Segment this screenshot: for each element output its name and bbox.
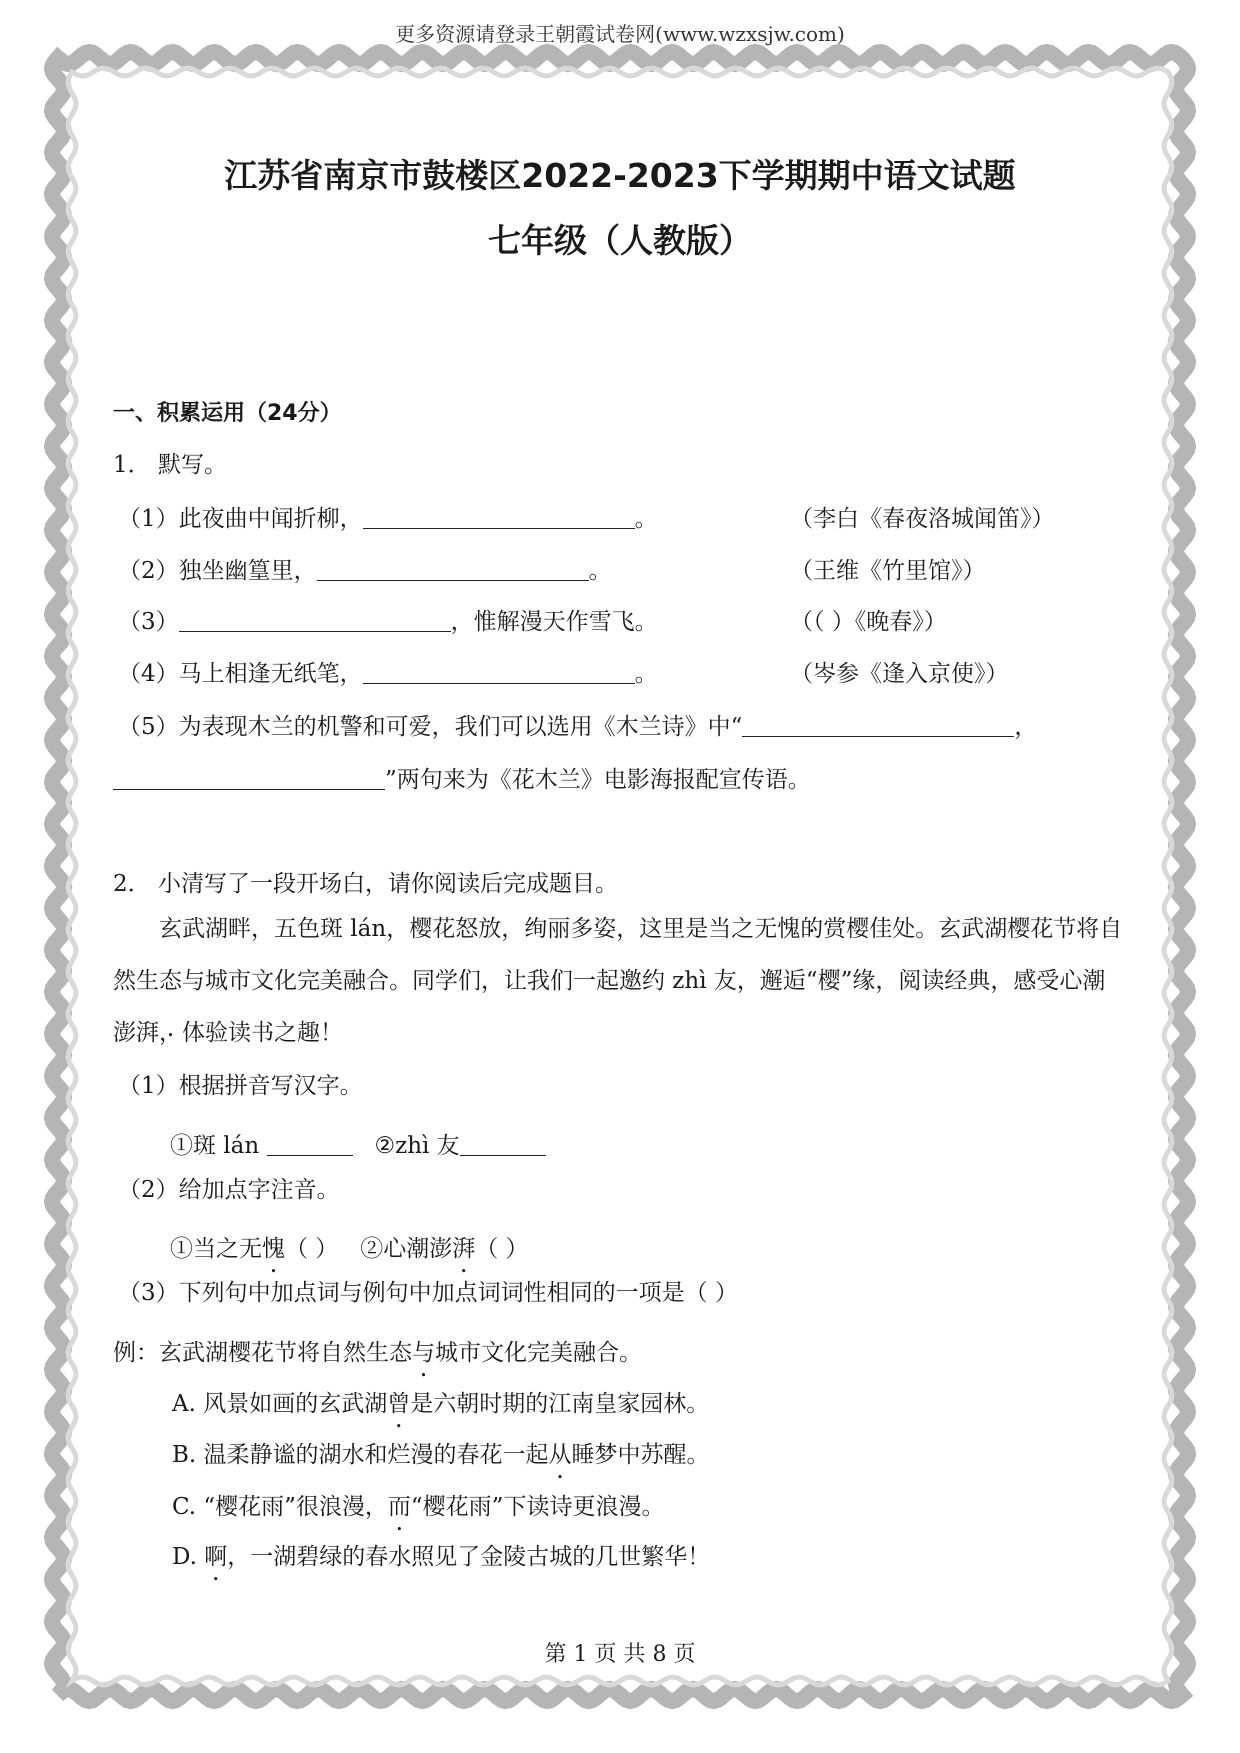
- header-note: 更多资源请登录王朝霞试卷网(www.wzxsjw.com): [395, 22, 845, 46]
- q2-sub2: （2）给加点字注音。: [118, 1177, 340, 1203]
- answer-blank[interactable]: [460, 1133, 546, 1156]
- q2-stem: 2． 小清写了一段开场白，请你阅读后完成题目。: [113, 871, 618, 897]
- q1-item-end: 。: [634, 506, 658, 532]
- pinyin-item: ②zhì 友: [374, 1133, 460, 1159]
- page-footer: 第 1 页 共 8 页: [544, 1642, 696, 1667]
- phonetic-blank[interactable]: （ ）: [475, 1236, 529, 1262]
- dotted-char: 湃: [452, 1236, 476, 1262]
- section-heading: 一、积累运用（24分）: [113, 401, 342, 426]
- answer-blank[interactable]: [179, 609, 451, 632]
- pinyin-item: ①斑 lán: [170, 1133, 260, 1159]
- option-text: 睡梦中苏醒。: [571, 1442, 710, 1468]
- q1-stem: 1． 默写。: [113, 452, 227, 478]
- example-text: 例：玄武湖樱花节将自然生态: [113, 1340, 412, 1366]
- dotted-char: 愧: [262, 1236, 285, 1262]
- q2-sub2-items: [170, 1230, 529, 1263]
- option-d[interactable]: [172, 1538, 710, 1571]
- option-text: B. 温柔静谧的湖水和烂漫的春花一起: [172, 1442, 549, 1468]
- q1-item5-text: （5）为表现木兰的机警和可爱，我们可以选用《木兰诗》中“: [118, 714, 743, 740]
- q1-item-source: （岑参《逢入京使》）: [790, 661, 1009, 687]
- q1-item: [118, 655, 658, 688]
- q1-item-source: （（ ）《晚春》）: [790, 609, 947, 635]
- q1-item-end: ，惟解漫天作雪飞。: [450, 609, 658, 635]
- dotted-char: 湃 •: [136, 1020, 159, 1046]
- passage-text: 的赏樱佳处。玄武湖樱花节将自然生态与城市文化完美融合。同学们，让我们一起邀约 zhì 友，邂逅“樱”缘，阅读经典，感受心潮澎: [113, 916, 1123, 1046]
- q1-item-label: （4）马上相逢无纸笔，: [118, 661, 363, 687]
- q1-item-label: （2）独坐幽篁里，: [118, 558, 317, 584]
- option-c[interactable]: [172, 1488, 664, 1521]
- option-b[interactable]: [172, 1436, 710, 1469]
- q1-item: [118, 500, 658, 533]
- phonetic-item: ①当之无: [170, 1236, 262, 1262]
- q1-item-label: （1）此夜曲中闻折柳，: [118, 506, 363, 532]
- passage-text: 玄武湖畔，五色斑 lán，樱花怒放，绚丽多姿，这里是当之无: [159, 916, 778, 942]
- option-text: ，一湖碧绿的春水照见了金陵古城的几世繁华！: [227, 1544, 711, 1570]
- q1-item: [118, 552, 612, 585]
- dotted-char: 与: [412, 1340, 435, 1366]
- dotted-char: 啊: [204, 1544, 228, 1570]
- answer-blank[interactable]: [742, 714, 1014, 737]
- dotted-char: 从: [548, 1442, 572, 1468]
- q1-item5-comma: ，: [1014, 714, 1038, 740]
- option-text: 是六朝时期的江南皇家园林。: [410, 1391, 710, 1417]
- answer-blank[interactable]: [363, 506, 635, 529]
- q1-item5: [118, 708, 1037, 741]
- answer-blank[interactable]: [113, 767, 385, 790]
- q1-item-label: （3）: [118, 609, 179, 635]
- dotted-char: 曾: [387, 1391, 411, 1417]
- passage-text: ，体验读书之趣！: [159, 1020, 343, 1046]
- page-title: 江苏省南京市鼓楼区2022-2023下学期期中语文试题: [224, 156, 1016, 195]
- q1-item-end: 。: [588, 558, 612, 584]
- dotted-char: 愧 •: [777, 916, 800, 942]
- phonetic-blank[interactable]: （ ）: [285, 1236, 339, 1262]
- phonetic-item: ②心潮澎: [360, 1236, 453, 1262]
- option-text: A. 风景如画的玄武湖: [172, 1391, 388, 1417]
- q1-item-end: 。: [634, 661, 658, 687]
- q2-sub1: （1）根据拼音写汉字。: [118, 1073, 363, 1099]
- example-sentence: [113, 1334, 642, 1367]
- option-text: “樱花雨”下读诗更浪漫。: [410, 1494, 665, 1520]
- dotted-char: 而: [387, 1494, 411, 1520]
- answer-blank[interactable]: [363, 661, 635, 684]
- q1-item5-cont: [113, 761, 811, 794]
- example-text: 城市文化完美融合。: [435, 1340, 642, 1366]
- option-text: D.: [172, 1544, 205, 1570]
- answer-blank[interactable]: [267, 1133, 353, 1156]
- q1-item-source: （李白《春夜洛城闻笛》）: [790, 506, 1055, 532]
- q2-sub1-items: [170, 1127, 546, 1160]
- page-subtitle: 七年级（人教版）: [488, 221, 752, 260]
- q1-item-source: （王维《竹里馆》）: [790, 558, 986, 584]
- option-a[interactable]: [172, 1385, 709, 1418]
- q2-sub3: （3）下列句中加点词与例句中加点词词性相同的一项是（ ）: [118, 1280, 738, 1306]
- answer-blank[interactable]: [317, 558, 589, 581]
- q2-passage: [113, 903, 1127, 1059]
- q1-item5-text: ”两句来为《花木兰》电影海报配宣传语。: [385, 767, 811, 793]
- q1-item: [118, 603, 658, 636]
- option-text: C. “樱花雨”很浪漫，: [172, 1494, 388, 1520]
